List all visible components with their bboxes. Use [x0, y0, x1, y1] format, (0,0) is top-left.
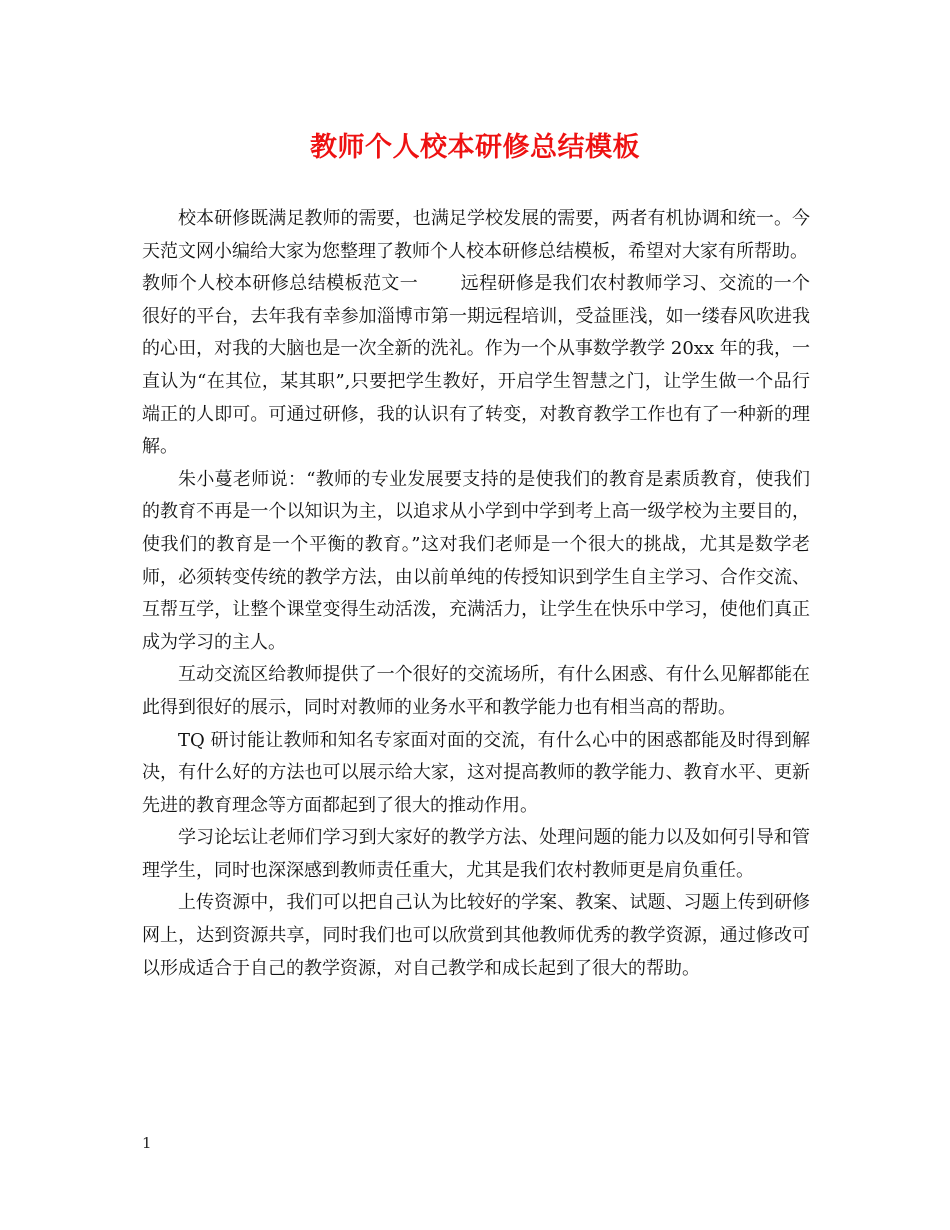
body-paragraph-3: TQ 研讨能让教师和知名专家面对面的交流，有什么心中的困惑都能及时得到解决，有什么好的方法也可以展示给大家，这对提高教师的教学能力、教育水平、更新先进的教育理念等方面都起到了很大的推动作用。	[142, 729, 810, 816]
page-number: 1	[142, 1134, 152, 1152]
body-paragraph-4: 学习论坛让老师们学习到大家好的教学方法、处理问题的能力以及如何引导和管理学生，同时也深深感到教师责任重大，尤其是我们农村教师更是肩负重任。	[142, 827, 810, 881]
intro-paragraph: 校本研修既满足教师的需要，也满足学校发展的需要，两者有机协调和统一。今天范文网小编给大家为您整理了教师个人校本研修总结模板，希望对大家有所帮助。	[142, 208, 810, 262]
body-paragraph-2: 互动交流区给教师提供了一个很好的交流场所，有什么困惑、有什么见解都能在此得到很好的展示，同时对教师的业务水平和教学能力也有相当高的帮助。	[142, 664, 810, 718]
body-paragraph-1: 朱小蔓老师说：“教师的专业发展要支持的是使我们的教育是素质教育，使我们的教育不再是一个以知识为主，以追求从小学到中学到考上高一级学校为主要目的，使我们的教育是一个平衡的教育。”这对我们老师是一个很大的挑战，尤其是数学老师，必须转变传统的教学方法，由以前单纯的传授知识到学生自主学习、合作交流、互帮互学，让整个课堂变得生动活泼，充满活力，让学生在快乐中学习，使他们真正成为学习的主人。	[142, 468, 810, 653]
body-paragraph-5: 上传资源中，我们可以把自己认为比较好的学案、教案、试题、习题上传到研修网上，达到资源共享，同时我们也可以欣赏到其他教师优秀的教学资源，通过修改可以形成适合于自己的教学资源，对自己教学和成长起到了很大的帮助。	[142, 892, 810, 979]
document-title: 教师个人校本研修总结模板	[310, 132, 640, 163]
section-first-paragraph	[142, 268, 810, 464]
section-heading: 教师个人校本研修总结模板范文一	[142, 273, 419, 295]
document-body	[142, 203, 810, 985]
section-first-paragraph-text: 远程研修是我们农村教师学习、交流的一个很好的平台，去年我有幸参加淄博市第一期远程培训，受益匪浅，如一缕春风吹进我的心田，对我的大脑也是一次全新的洗礼。作为一个从事数学教学 20xx 年的我，一直认为“在其位，某其职”,只要把学生教好，开启学生智慧之门，让学生做一个品行端正的人即可。可通过研修，我的认识有了转变，对教育教学工作也有了一种新的理解。	[142, 273, 811, 458]
